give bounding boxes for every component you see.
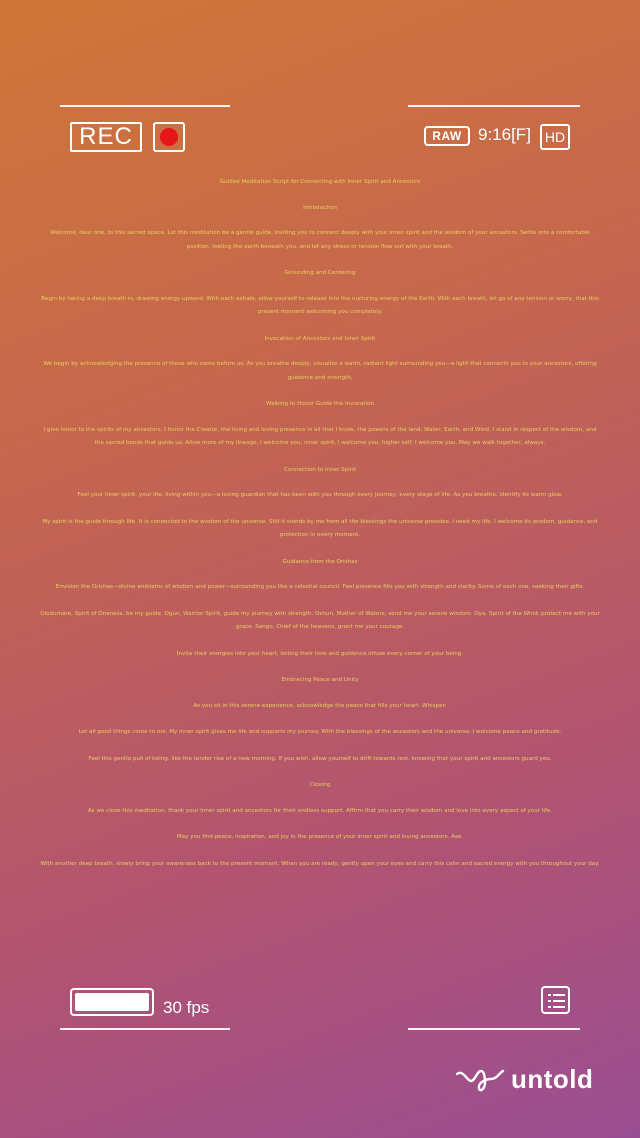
- record-button[interactable]: [153, 122, 185, 152]
- script-paragraph: Begin by taking a deep breath in, drawing energy upward. With each exhale, allow yourself to release into the nurturing energy of the Earth. With each breath, let go of any tension or worry, that this present moment welcoming you completely.: [41, 295, 599, 315]
- script-heading: Introduction: [303, 204, 337, 211]
- raw-badge[interactable]: [424, 126, 470, 146]
- aspect-format[interactable]: 9:16[F]: [478, 125, 531, 144]
- viewfinder-frame-bottom-right: [408, 1028, 580, 1030]
- script-paragraph: Invite their energies into your heart, letting their love and guidance infuse every corner of your being.: [176, 650, 464, 657]
- script-paragraph: As we close this meditation, thank your inner spirit and ancestors for their endless support. Affirm that you carry their wisdom and love into every aspect of your life.: [87, 807, 553, 814]
- viewfinder-frame-top-left: [60, 105, 230, 107]
- script-paragraph: Welcome, dear one, to this sacred space. Let this meditation be a gentle guide, inviting you to connect deeply with your inner spirit and the wisdom of your ancestors. Settle into a comfortable position, feeling the earth beneath you, and let any stress or tension flow out with your breath.: [50, 230, 590, 250]
- rec-indicator: [70, 122, 142, 152]
- untold-logo-icon: [455, 1065, 507, 1095]
- script-heading: Closing: [309, 782, 331, 788]
- script-heading: Invocation of Ancestors and Inner Spirit: [264, 335, 376, 342]
- script-paragraph: My spirit is the guide through life. It is connected to the wisdom of the universe. Still it stands by me from all the blessings the universe provides. I need my life. I welcome its wisdom, guidance, and protection in every moment.: [42, 518, 598, 538]
- battery-icon: [70, 988, 154, 1016]
- brand-name: untold: [511, 1064, 594, 1094]
- script-paragraph: Envision the Orishas—divine emblems of wisdom and power—surrounding you like a celestial council. Feel presence fills you with strength and clarity. Some of each one, seeking their gifts.: [55, 584, 585, 590]
- record-dot-icon: [160, 128, 178, 146]
- raw-label: RAW: [432, 129, 462, 143]
- script-heading: Walking to Honor Guide the Invocation: [265, 401, 375, 407]
- script-heading: Embracing Peace and Unity: [281, 677, 359, 683]
- rec-label: REC: [79, 123, 133, 150]
- quality-badge[interactable]: [540, 124, 570, 150]
- fps-readout[interactable]: 30 fps: [163, 998, 210, 1017]
- script-heading: Guidance from the Orishas: [282, 558, 358, 565]
- battery-level-fill: [75, 993, 149, 1011]
- script-heading: Guided Meditation Script for Connecting with Inner Spirit and Ancestors: [219, 179, 421, 185]
- script-heading: Connection to Inner Spirit: [284, 466, 356, 473]
- teleprompter-script[interactable]: [40, 176, 600, 966]
- script-paragraph: With another deep breath, slowly bring your awareness back to the present moment. When you are ready, gently open your eyes and carry this calm and sacred energy with you throughout your day.: [40, 860, 600, 867]
- viewfinder-frame-top-right: [408, 105, 580, 107]
- quality-label: HD: [544, 129, 566, 145]
- script-paragraph: I give honor to the spirits of my ancestors. I honor the Creator, the living and loving presence in all that I know, the powers of the land, Water, Earth, and Wind. I stand in respect of the wisdom, and the sacred bonds that guide us. Allow more of my lineage, I welcome you, inner spirit, I welcome you, higher self, I welcome you. May we walk together, always.: [43, 426, 597, 446]
- script-paragraph: We begin by acknowledging the presence of those who came before us. As you breathe deeply, visualize a warm, radiant light surrounding you—a light that connects you to your ancestors, offering guidance and strength.: [43, 361, 597, 381]
- script-paragraph: As you sit in this serene experience, acknowledge the peace that fills your heart. Whisper:: [193, 702, 447, 709]
- script-paragraph: Feel your inner spirit, your life, living within you—a loving guardian that has been with you through every journey, every stage of life. As you breathe, identify its warm glow.: [77, 492, 563, 498]
- script-paragraph: Let all good things come to me. My inner spirit gives me life and supports my journey. With the blessings of the ancestors and the universe, I welcome peace and gratitude.: [78, 729, 562, 735]
- list-icon[interactable]: [541, 986, 570, 1014]
- script-paragraph: Feel this gentle pull of being, like the tender rise of a new morning. If you wish, allow yourself to drift towards rest, knowing that your spirit and ancestors guard you.: [88, 755, 552, 762]
- script-paragraph: May you find peace, inspiration, and joy in the presence of your inner spirit and loving ancestors. Ase.: [176, 834, 464, 840]
- script-heading: Grounding and Centering: [284, 270, 356, 276]
- viewfinder-frame-bottom-left: [60, 1028, 230, 1030]
- script-paragraph: Olodumare, Spirit of Oneness, be my guide. Ogun, Warrior Spirit, guide my journey with strength. Oshun, Mother of Waters, send me your serene wisdom. Oya, Spirit of the Wind, protect me with your grace. Sango, Chief of the heavens, grant me your courage.: [40, 610, 600, 630]
- brand-logo: [455, 1064, 593, 1095]
